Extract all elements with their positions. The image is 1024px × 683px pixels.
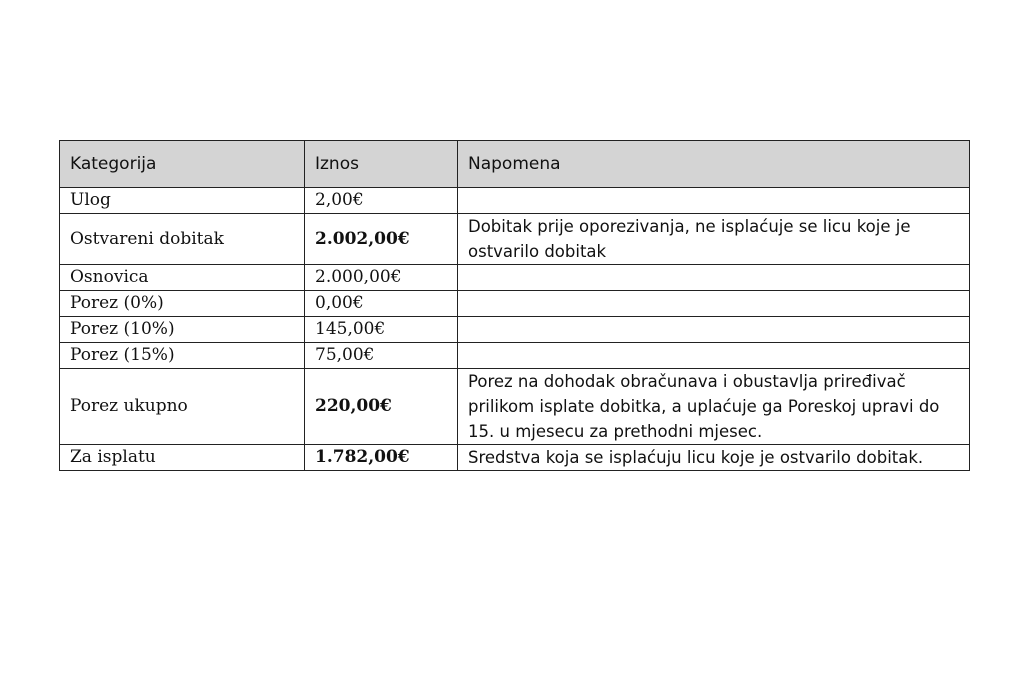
header-note: Napomena [458,141,970,188]
row-note [458,317,970,343]
row-amount: 1.782,00€ [305,445,458,471]
row-category: Porez (10%) [60,317,305,343]
row-note [458,343,970,369]
header-category: Kategorija [60,141,305,188]
row-note [458,291,970,317]
header-row [60,141,970,188]
table-row [60,317,970,343]
row-amount: 75,00€ [305,343,458,369]
row-amount: 220,00€ [305,369,458,445]
row-category: Ostvareni dobitak [60,214,305,265]
header-amount: Iznos [305,141,458,188]
row-category: Za isplatu [60,445,305,471]
row-category: Porez ukupno [60,369,305,445]
table-body [60,188,970,471]
row-note [458,188,970,214]
table-row [60,214,970,265]
table-header [60,141,970,188]
row-amount: 2.002,00€ [305,214,458,265]
row-amount: 2.000,00€ [305,265,458,291]
row-note [458,265,970,291]
row-category: Porez (0%) [60,291,305,317]
table-row [60,265,970,291]
row-category: Osnovica [60,265,305,291]
row-note: Dobitak prije oporezivanja, ne isplaćuje se licu koje je ostvarilo dobitak [458,214,970,265]
tax-calculation-table [59,140,970,471]
row-amount: 0,00€ [305,291,458,317]
row-note: Sredstva koja se isplaćuju licu koje je ostvarilo dobitak. [458,445,970,471]
table-row [60,291,970,317]
row-amount: 2,00€ [305,188,458,214]
row-category: Ulog [60,188,305,214]
table-row [60,445,970,471]
table-row [60,188,970,214]
table-row [60,343,970,369]
table-row [60,369,970,445]
row-note: Porez na dohodak obračunava i obustavlja priređivač prilikom isplate dobitka, a uplaćuje ga Poreskoj upravi do 15. u mjesecu za prethodni mjesec. [458,369,970,445]
row-amount: 145,00€ [305,317,458,343]
row-category: Porez (15%) [60,343,305,369]
